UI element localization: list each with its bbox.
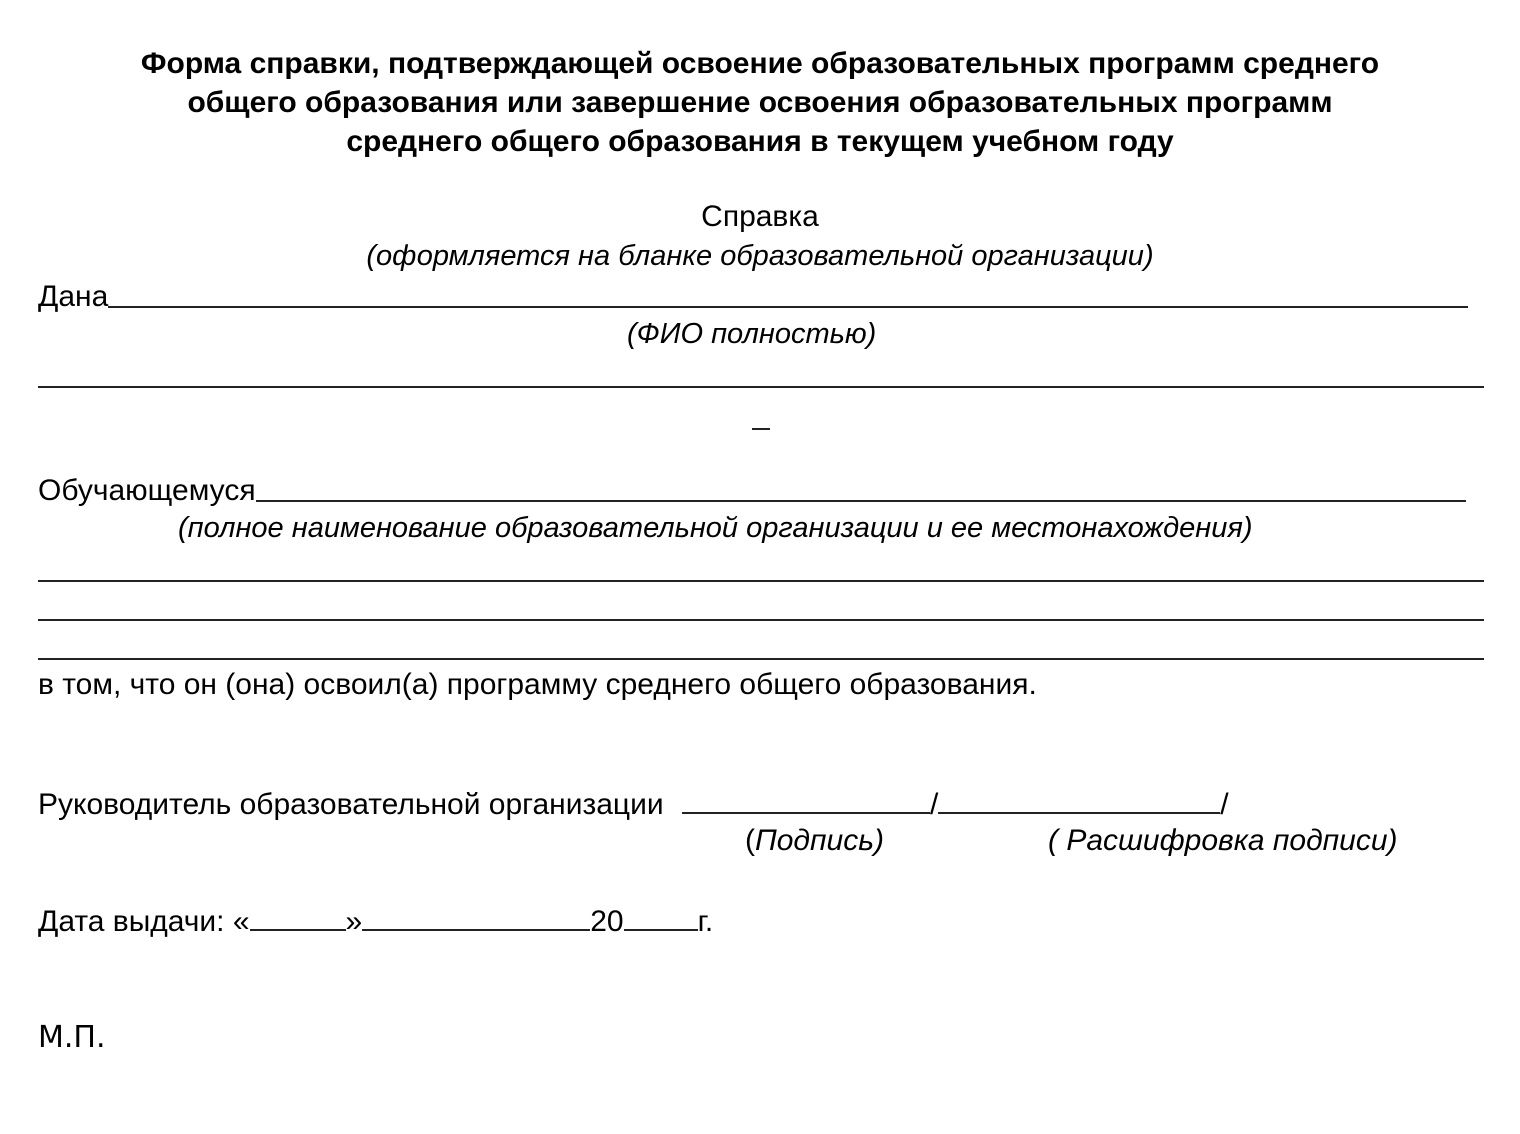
given-label: Дана: [38, 280, 109, 313]
short-dash: [752, 428, 770, 430]
date-year-suffix: г.: [697, 905, 714, 938]
form-title: [0, 44, 1520, 161]
separator-2: /: [1220, 788, 1229, 821]
student-field-row: [38, 474, 1466, 508]
given-name-field[interactable]: [108, 306, 1468, 308]
stamp-placeholder: М.П.: [38, 1020, 106, 1055]
date-year-field[interactable]: [624, 903, 698, 931]
organization-extra-line-2[interactable]: [38, 619, 1484, 621]
date-month-field[interactable]: [362, 903, 590, 931]
date-label: Дата выдачи: «: [38, 905, 250, 938]
form-title-line-1: Форма справки, подтверждающей освоение образовательных программ среднего: [140, 47, 1380, 80]
separator-1: /: [929, 788, 939, 821]
form-title-line-3: среднего общего образования в текущем учебном году: [346, 125, 1174, 158]
signature-field[interactable]: [682, 786, 930, 814]
date-close-quote: »: [345, 905, 363, 938]
head-label: Руководитель образовательной организации: [38, 788, 664, 821]
date-year-prefix: 20: [590, 905, 624, 938]
issue-date-row: [38, 903, 713, 939]
student-label: Обучающемуся: [38, 474, 256, 507]
student-note: (полное наименование образовательной организации и ее местонахождения): [178, 512, 1253, 544]
statement-text: в том, что он (она) освоил(а) программу среднего общего образования.: [38, 668, 1037, 701]
form-title-line-2: общего образования или завершение освоения образовательных программ: [187, 86, 1333, 119]
signature-decode-note: ( Расшифровка подписи): [1048, 824, 1398, 857]
organization-extra-line-1[interactable]: [38, 580, 1484, 582]
given-extra-line[interactable]: [38, 386, 1484, 388]
heading-note: (оформляется на бланке образовательной организации): [366, 240, 1154, 272]
given-note: (ФИО полностью): [627, 318, 877, 350]
organization-field[interactable]: [256, 500, 1466, 502]
given-field-row: [38, 280, 1468, 314]
signature-decode-field[interactable]: [938, 786, 1220, 814]
signature-note: (Подпись): [745, 824, 884, 857]
organization-extra-line-3[interactable]: [38, 658, 1484, 660]
certificate-heading: Справка: [701, 200, 819, 233]
head-signature-row: [38, 786, 1229, 822]
date-day-field[interactable]: [250, 903, 346, 931]
